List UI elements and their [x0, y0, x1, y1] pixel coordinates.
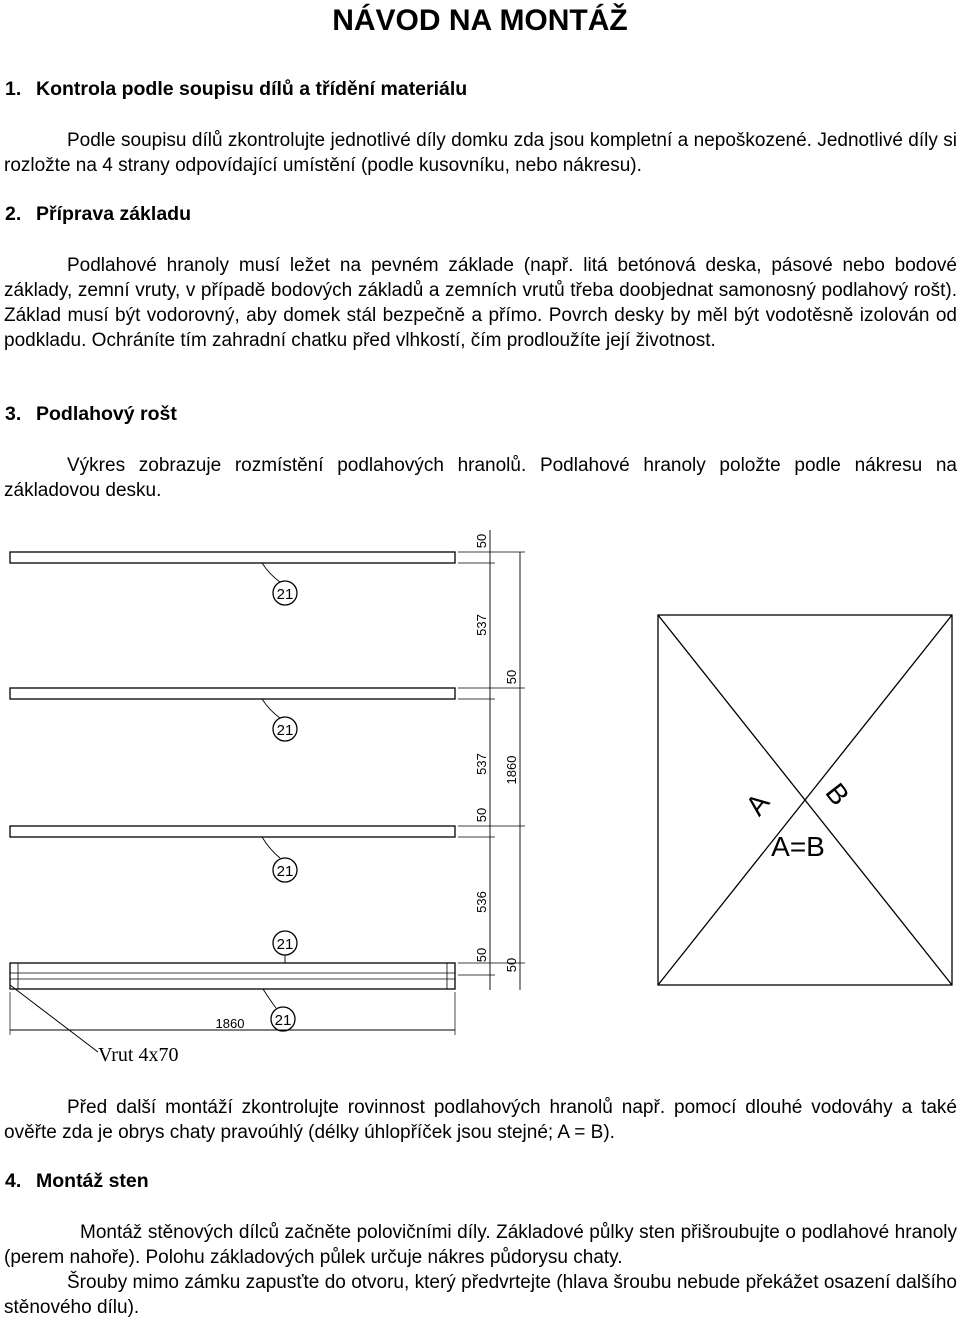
section-number: 3.: [5, 403, 22, 425]
section-title: Montáž sten: [36, 1170, 149, 1192]
floor-beam: [10, 688, 455, 699]
section-3-heading: [5, 403, 177, 426]
floor-beam: [10, 552, 455, 563]
section-1-text: Podle soupisu dílů zkontrolujte jednotlivé díly domku zda jsou kompletní a nepoškozené. Jednotlivé díly si rozložte na 4 strany odpovídající umístění (podle kusovníku, nebo nákresu).: [4, 130, 957, 176]
floor-frame-drawing: [0, 520, 960, 1080]
part-label: 21: [276, 722, 294, 739]
section-4-text-2: Šrouby mimo zámku zapusťte do otvoru, který předvrtejte (hlava šroubu nebude překážet osazení dalšího stěnového dílu).: [4, 1272, 957, 1318]
section-number: 2.: [5, 203, 22, 225]
dimension-text: 50: [504, 669, 519, 685]
dimension-text: 50: [474, 947, 489, 963]
section-number: 1.: [5, 78, 22, 100]
section-2-heading: [5, 203, 191, 226]
page-title: NÁVOD NA MONTÁŽ: [332, 4, 628, 37]
dimension-text: 50: [504, 957, 519, 973]
section-1-heading: [5, 78, 467, 101]
dimension-text: 1860: [215, 1016, 245, 1031]
floor-beam-long: [10, 963, 455, 989]
check-text: Před další montáží zkontrolujte rovinnost podlahových hranolů např. pomocí dlouhé vodováhy a také ověřte zda je obrys chaty pravoúhlý (délky úhlopříček jsou stejné; A = B).: [4, 1097, 957, 1143]
section-4-heading: [5, 1170, 149, 1193]
section-title: Kontrola podle soupisu dílů a třídění materiálu: [36, 78, 468, 100]
section-3-text: Výkres zobrazuje rozmístění podlahových hranolů. Podlahové hranoly položte podle nákresu na základovou desku.: [4, 455, 957, 501]
part-label: 21: [276, 586, 294, 603]
section-number: 4.: [5, 1170, 22, 1192]
section-2-text: Podlahové hranoly musí ležet na pevném základe (např. litá betónová deska, pásové nebo bodové základy, zemní vruty, v případě bodových základů a zemních vrutů třeba doobjednat samonosný podlahový rošt). Základ musí být vodorovný, aby domek stál bezpečně a přímo. Povrch desky by měl být vodotěsně izolován od podkladu. Ochráníte tím zahradní chatku před vlhkostí, čím prodloužíte její životnost.: [4, 255, 957, 351]
section-4-text-1: Montáž stěnových dílců začněte polovičními díly. Základové půlky sten přišroubujte o podlahové hranoly (perem nahoře). Polohu základových půlek určuje nákres půdorysu chaty.: [4, 1222, 957, 1268]
section-title: Příprava základu: [36, 203, 191, 225]
part-label: 21: [276, 936, 294, 953]
screw-callout: Vrut 4x70: [98, 1044, 179, 1066]
part-label: 21: [276, 863, 294, 880]
dimension-text: 537: [474, 753, 489, 775]
dimension-text: 1860: [504, 755, 519, 785]
section-title: Podlahový rošt: [36, 403, 177, 425]
dimension-text: 50: [474, 807, 489, 823]
dimension-text: 50: [474, 533, 489, 549]
dimension-text: 537: [474, 614, 489, 636]
floor-beam: [10, 826, 455, 837]
part-label: 21: [274, 1012, 292, 1029]
diagonal-label-a: A: [739, 787, 776, 822]
diagonal-label-b: B: [819, 777, 856, 812]
dimension-text: 536: [474, 891, 489, 913]
diagonal-equality-label: A=B: [771, 831, 825, 862]
